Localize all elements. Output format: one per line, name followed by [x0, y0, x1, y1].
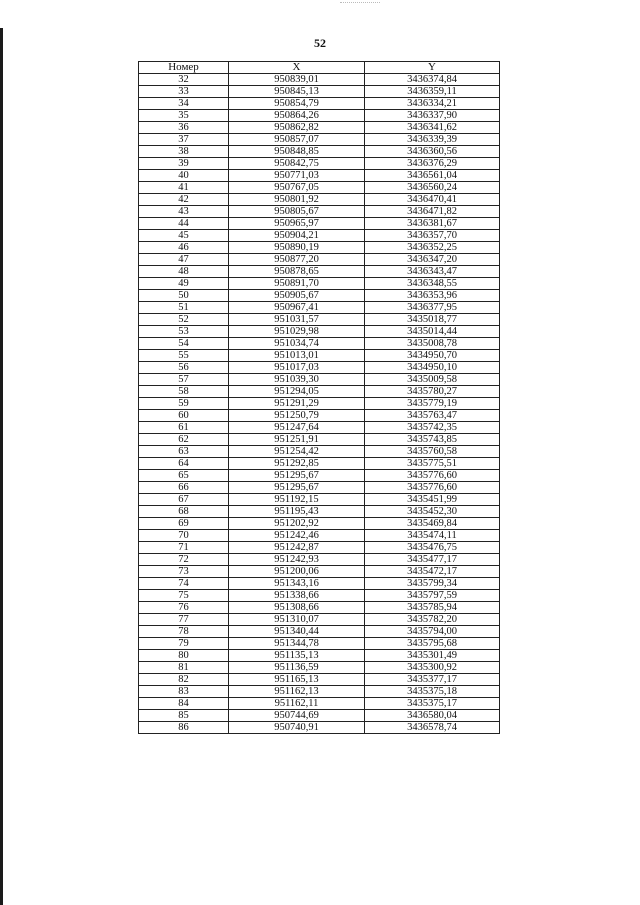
table-row	[139, 398, 500, 410]
cell-number: 74	[139, 578, 229, 590]
cell-x: 951034,74	[229, 338, 365, 350]
cell-y: 3436341,62	[365, 122, 500, 134]
table-row	[139, 422, 500, 434]
cell-x: 951029,98	[229, 326, 365, 338]
cell-number: 85	[139, 710, 229, 722]
cell-y: 3435014,44	[365, 326, 500, 338]
table-row	[139, 662, 500, 674]
cell-x: 951338,66	[229, 590, 365, 602]
cell-y: 3435779,19	[365, 398, 500, 410]
cell-y: 3436353,96	[365, 290, 500, 302]
cell-x: 951242,87	[229, 542, 365, 554]
cell-x: 951162,13	[229, 686, 365, 698]
cell-number: 36	[139, 122, 229, 134]
cell-x: 951254,42	[229, 446, 365, 458]
table-row	[139, 554, 500, 566]
cell-x: 951031,57	[229, 314, 365, 326]
table-row	[139, 86, 500, 98]
cell-number: 61	[139, 422, 229, 434]
table-row	[139, 590, 500, 602]
cell-y: 3436377,95	[365, 302, 500, 314]
table-row	[139, 482, 500, 494]
cell-number: 79	[139, 638, 229, 650]
cell-x: 950740,91	[229, 722, 365, 734]
table-row	[139, 350, 500, 362]
cell-x: 951251,91	[229, 434, 365, 446]
cell-x: 950878,65	[229, 266, 365, 278]
cell-x: 950862,82	[229, 122, 365, 134]
cell-y: 3436360,56	[365, 146, 500, 158]
cell-x: 951310,07	[229, 614, 365, 626]
cell-number: 32	[139, 74, 229, 86]
cell-x: 951292,85	[229, 458, 365, 470]
cell-x: 951247,64	[229, 422, 365, 434]
cell-y: 3435018,77	[365, 314, 500, 326]
cell-x: 951135,13	[229, 650, 365, 662]
cell-number: 50	[139, 290, 229, 302]
cell-x: 950904,21	[229, 230, 365, 242]
cell-number: 46	[139, 242, 229, 254]
cell-x: 951343,16	[229, 578, 365, 590]
cell-number: 82	[139, 674, 229, 686]
cell-x: 951202,92	[229, 518, 365, 530]
table-row	[139, 74, 500, 86]
cell-number: 44	[139, 218, 229, 230]
cell-x: 951344,78	[229, 638, 365, 650]
cell-y: 3435451,99	[365, 494, 500, 506]
table-row	[139, 638, 500, 650]
cell-y: 3435780,27	[365, 386, 500, 398]
cell-number: 47	[139, 254, 229, 266]
cell-number: 37	[139, 134, 229, 146]
cell-number: 57	[139, 374, 229, 386]
cell-number: 58	[139, 386, 229, 398]
cell-number: 33	[139, 86, 229, 98]
cell-number: 41	[139, 182, 229, 194]
cell-x: 951295,67	[229, 470, 365, 482]
cell-y: 3435472,17	[365, 566, 500, 578]
table-row	[139, 110, 500, 122]
cell-number: 51	[139, 302, 229, 314]
cell-x: 951340,44	[229, 626, 365, 638]
cell-x: 951017,03	[229, 362, 365, 374]
table-row	[139, 626, 500, 638]
table-row	[139, 494, 500, 506]
cell-x: 951294,05	[229, 386, 365, 398]
cell-x: 951195,43	[229, 506, 365, 518]
cell-x: 951308,66	[229, 602, 365, 614]
table-row	[139, 578, 500, 590]
table-row	[139, 710, 500, 722]
cell-x: 950905,67	[229, 290, 365, 302]
header-x: X	[229, 62, 365, 74]
table-row	[139, 470, 500, 482]
table-row	[139, 602, 500, 614]
cell-number: 39	[139, 158, 229, 170]
table-row	[139, 446, 500, 458]
cell-y: 3436337,90	[365, 110, 500, 122]
cell-y: 3436339,39	[365, 134, 500, 146]
cell-number: 71	[139, 542, 229, 554]
cell-y: 3435794,00	[365, 626, 500, 638]
table-row	[139, 326, 500, 338]
cell-number: 72	[139, 554, 229, 566]
cell-number: 70	[139, 530, 229, 542]
cell-y: 3435009,58	[365, 374, 500, 386]
table-row	[139, 266, 500, 278]
cell-y: 3435797,59	[365, 590, 500, 602]
table-row	[139, 314, 500, 326]
table-row	[139, 278, 500, 290]
table-row	[139, 722, 500, 734]
cell-x: 950891,70	[229, 278, 365, 290]
cell-x: 950848,85	[229, 146, 365, 158]
table-row	[139, 170, 500, 182]
table-header-row	[139, 62, 500, 74]
cell-number: 83	[139, 686, 229, 698]
cell-y: 3435375,18	[365, 686, 500, 698]
cell-y: 3436376,29	[365, 158, 500, 170]
cell-x: 950845,13	[229, 86, 365, 98]
table-row	[139, 650, 500, 662]
cell-y: 3435742,35	[365, 422, 500, 434]
table-row	[139, 530, 500, 542]
cell-y: 3435476,75	[365, 542, 500, 554]
cell-x: 951200,06	[229, 566, 365, 578]
cell-number: 34	[139, 98, 229, 110]
cell-number: 56	[139, 362, 229, 374]
table-row	[139, 218, 500, 230]
cell-y: 3436561,04	[365, 170, 500, 182]
cell-y: 3434950,10	[365, 362, 500, 374]
cell-number: 38	[139, 146, 229, 158]
table-row	[139, 98, 500, 110]
cell-y: 3436471,82	[365, 206, 500, 218]
cell-number: 52	[139, 314, 229, 326]
table-row	[139, 122, 500, 134]
cell-x: 951039,30	[229, 374, 365, 386]
cell-y: 3435775,51	[365, 458, 500, 470]
cell-number: 86	[139, 722, 229, 734]
cell-x: 950771,03	[229, 170, 365, 182]
table-row	[139, 374, 500, 386]
table-row	[139, 290, 500, 302]
cell-x: 950767,05	[229, 182, 365, 194]
table-row	[139, 254, 500, 266]
cell-x: 950801,92	[229, 194, 365, 206]
cell-x: 951136,59	[229, 662, 365, 674]
cell-number: 75	[139, 590, 229, 602]
table-row	[139, 518, 500, 530]
cell-x: 951162,11	[229, 698, 365, 710]
cell-y: 3435377,17	[365, 674, 500, 686]
cell-number: 65	[139, 470, 229, 482]
cell-number: 45	[139, 230, 229, 242]
cell-y: 3436578,74	[365, 722, 500, 734]
cell-y: 3435760,58	[365, 446, 500, 458]
cell-number: 60	[139, 410, 229, 422]
cell-x: 951242,46	[229, 530, 365, 542]
cell-x: 951013,01	[229, 350, 365, 362]
header-number: Номер	[139, 62, 229, 74]
cell-x: 951242,93	[229, 554, 365, 566]
cell-number: 63	[139, 446, 229, 458]
cell-y: 3436359,11	[365, 86, 500, 98]
cell-x: 950744,69	[229, 710, 365, 722]
table-row	[139, 614, 500, 626]
table-row	[139, 158, 500, 170]
cell-x: 950842,75	[229, 158, 365, 170]
cell-y: 3436352,25	[365, 242, 500, 254]
cell-x: 951295,67	[229, 482, 365, 494]
cell-y: 3435776,60	[365, 482, 500, 494]
cell-number: 53	[139, 326, 229, 338]
cell-y: 3435477,17	[365, 554, 500, 566]
cell-number: 40	[139, 170, 229, 182]
cell-x: 950890,19	[229, 242, 365, 254]
table-row	[139, 698, 500, 710]
cell-x: 950805,67	[229, 206, 365, 218]
scan-edge-shadow	[0, 28, 3, 905]
cell-number: 35	[139, 110, 229, 122]
table-row	[139, 686, 500, 698]
table-row	[139, 302, 500, 314]
cell-number: 62	[139, 434, 229, 446]
cell-number: 80	[139, 650, 229, 662]
cell-y: 3435785,94	[365, 602, 500, 614]
cell-y: 3435763,47	[365, 410, 500, 422]
table-row	[139, 182, 500, 194]
cell-number: 64	[139, 458, 229, 470]
cell-y: 3435795,68	[365, 638, 500, 650]
table-row	[139, 386, 500, 398]
cell-y: 3436343,47	[365, 266, 500, 278]
cell-y: 3436381,67	[365, 218, 500, 230]
cell-x: 950854,79	[229, 98, 365, 110]
cell-number: 66	[139, 482, 229, 494]
cell-y: 3436560,24	[365, 182, 500, 194]
cell-y: 3435782,20	[365, 614, 500, 626]
table-row	[139, 566, 500, 578]
cell-number: 77	[139, 614, 229, 626]
table-row	[139, 230, 500, 242]
page-number: 52	[314, 36, 326, 50]
cell-y: 3435452,30	[365, 506, 500, 518]
table-row	[139, 410, 500, 422]
cell-y: 3435799,34	[365, 578, 500, 590]
cell-x: 950967,41	[229, 302, 365, 314]
cell-y: 3435008,78	[365, 338, 500, 350]
table-row	[139, 338, 500, 350]
cell-y: 3436580,04	[365, 710, 500, 722]
cell-number: 54	[139, 338, 229, 350]
cell-number: 73	[139, 566, 229, 578]
cell-y: 3436374,84	[365, 74, 500, 86]
cell-x: 951192,15	[229, 494, 365, 506]
table-row	[139, 194, 500, 206]
cell-number: 49	[139, 278, 229, 290]
header-y: Y	[365, 62, 500, 74]
table-row	[139, 674, 500, 686]
table-body	[139, 74, 500, 734]
cell-number: 76	[139, 602, 229, 614]
cell-number: 42	[139, 194, 229, 206]
cell-y: 3436334,21	[365, 98, 500, 110]
cell-y: 3435301,49	[365, 650, 500, 662]
cell-number: 67	[139, 494, 229, 506]
cell-number: 84	[139, 698, 229, 710]
cell-y: 3434950,70	[365, 350, 500, 362]
scan-artifact	[340, 2, 380, 7]
cell-number: 69	[139, 518, 229, 530]
cell-x: 950965,97	[229, 218, 365, 230]
cell-number: 55	[139, 350, 229, 362]
table-row	[139, 134, 500, 146]
cell-number: 78	[139, 626, 229, 638]
cell-number: 81	[139, 662, 229, 674]
table-row	[139, 206, 500, 218]
cell-x: 951291,29	[229, 398, 365, 410]
cell-number: 68	[139, 506, 229, 518]
cell-y: 3435743,85	[365, 434, 500, 446]
cell-x: 950877,20	[229, 254, 365, 266]
cell-y: 3436348,55	[365, 278, 500, 290]
cell-y: 3435375,17	[365, 698, 500, 710]
table-row	[139, 362, 500, 374]
cell-x: 950864,26	[229, 110, 365, 122]
table-row	[139, 434, 500, 446]
cell-y: 3435474,11	[365, 530, 500, 542]
cell-x: 950857,07	[229, 134, 365, 146]
cell-y: 3436347,20	[365, 254, 500, 266]
cell-x: 951250,79	[229, 410, 365, 422]
table-row	[139, 242, 500, 254]
cell-x: 951165,13	[229, 674, 365, 686]
cell-number: 59	[139, 398, 229, 410]
table-row	[139, 458, 500, 470]
cell-y: 3435300,92	[365, 662, 500, 674]
cell-y: 3436470,41	[365, 194, 500, 206]
table-row	[139, 506, 500, 518]
cell-number: 48	[139, 266, 229, 278]
table-row	[139, 542, 500, 554]
cell-x: 950839,01	[229, 74, 365, 86]
cell-number: 43	[139, 206, 229, 218]
cell-y: 3435469,84	[365, 518, 500, 530]
cell-y: 3436357,70	[365, 230, 500, 242]
cell-y: 3435776,60	[365, 470, 500, 482]
table-row	[139, 146, 500, 158]
coordinates-table	[138, 61, 500, 734]
